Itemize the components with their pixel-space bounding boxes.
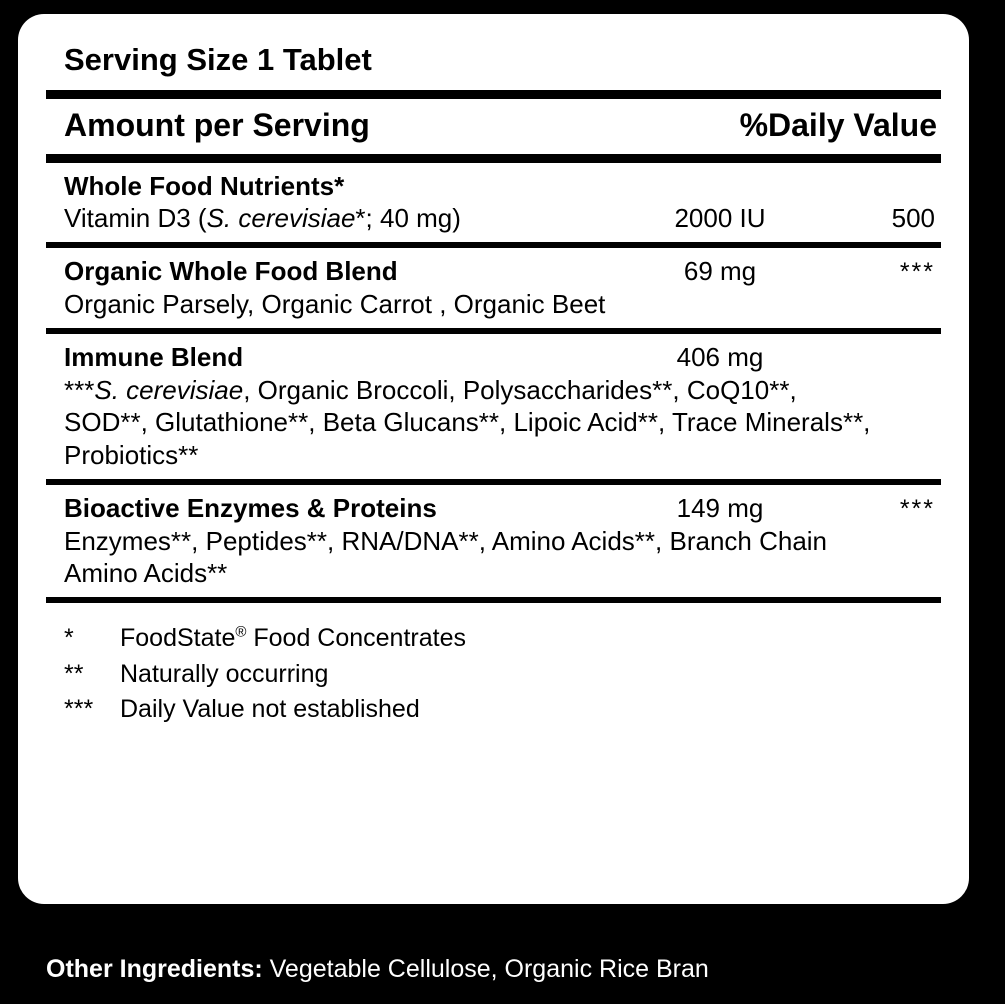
supplement-facts-panel [18,14,969,904]
footnote-mark: * [64,624,74,652]
immune-heading-row [46,342,941,374]
nutrient-row [46,203,941,235]
blend-amount: 69 mg [683,256,757,287]
nutrient-name-post: *; 40 mg) [355,202,461,233]
footnote-text-post: Food Concentrates [246,624,466,652]
footnotes [46,603,941,728]
bioactive-heading: Bioactive Enzymes & Proteins [64,492,437,523]
bioactive-heading-row [46,493,941,525]
immune-desc-italic: S. cerevisiae [94,375,244,406]
other-ingredients [46,955,976,984]
section-organic-whole-food-blend [46,248,941,328]
footnote-item [64,657,941,693]
daily-value-header: %Daily Value [739,107,937,143]
immune-heading: Immune Blend [64,342,244,373]
bioactive-amount: 149 mg [676,492,764,523]
footnote-text [120,621,941,657]
bioactive-description: Enzymes**, Peptides**, RNA/DNA**, Amino Acids**, Branch Chain Amino Acids** [64,525,828,588]
nutrient-name-pre: Vitamin D3 ( [64,202,207,233]
section-heading: Whole Food Nutrients* [64,171,345,201]
blend-heading-row [46,256,941,288]
nutrient-amount: 2000 IU [674,202,766,233]
nutrient-name-italic: S. cerevisiae [206,202,356,233]
footnote-text-pre: FoodState [120,624,236,652]
immune-description [46,374,941,471]
footnote-text: Naturally occurring [120,659,329,688]
footnote-mark: ** [64,659,84,688]
divider-under-headers [46,154,941,163]
nutrient-name [64,203,615,235]
footnote-mark: *** [64,695,94,723]
section-whole-food-nutrients [46,163,941,242]
column-headers [46,99,941,154]
footnote-item [64,692,941,728]
serving-size-text: Serving Size 1 Tablet [64,42,372,77]
other-ingredients-label: Other Ingredients: [46,955,263,983]
registered-mark: ® [235,623,247,641]
amount-per-serving-header: Amount per Serving [64,107,370,143]
immune-desc-pre: *** [64,375,95,406]
divider-top [46,90,941,99]
blend-heading: Organic Whole Food Blend [64,256,398,287]
footnote-text: Daily Value not established [120,695,420,723]
footnote-item [64,621,941,657]
section-bioactive-enzymes [46,485,941,597]
blend-daily-value: *** [899,258,935,287]
section-heading-row [46,171,941,203]
section-immune-blend [46,334,941,478]
immune-amount: 406 mg [676,342,764,373]
nutrient-daily-value: 500 [891,202,935,233]
immune-desc-post: , Organic Broccoli, Polysaccharides**, CoQ10**, SOD**, Glutathione**, Beta Glucans**, Lipoic Acid**, Trace Minerals**, Probiotics** [64,375,871,470]
blend-description: Organic Parsely, Organic Carrot , Organic Beet [64,289,606,320]
bioactive-daily-value: *** [899,494,935,523]
other-ingredients-value: Vegetable Cellulose, Organic Rice Bran [269,955,709,983]
